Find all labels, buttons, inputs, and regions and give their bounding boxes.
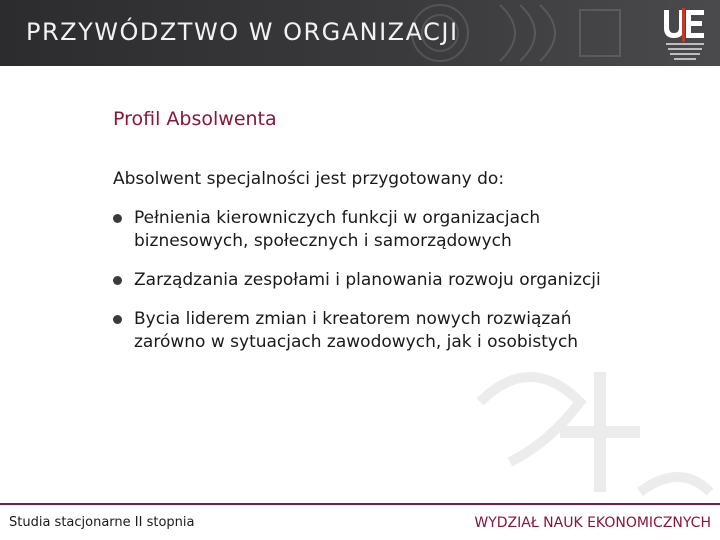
bullet-list	[113, 207, 673, 370]
footer-study-mode: Studia stacjonarne II stopnia	[9, 515, 195, 530]
footer-faculty: WYDZIAŁ NAUK EKONOMICZNYCH	[474, 515, 711, 531]
bullet-icon	[113, 214, 122, 223]
list-item-line: Bycia liderem zmian i kreatorem nowych rozwiązań	[134, 309, 572, 329]
header-banner	[0, 0, 720, 66]
list-item	[113, 207, 673, 253]
list-item-line: zarówno w sytuacjach zawodowych, jak i osobistych	[134, 332, 579, 352]
section-subtitle: Profil Absolwenta	[113, 108, 277, 130]
list-item	[113, 269, 673, 292]
university-logo-icon	[660, 6, 710, 62]
list-item-line: biznesowych, społecznych i samorządowych	[134, 231, 512, 251]
bullet-icon	[113, 276, 122, 285]
list-item	[113, 308, 673, 354]
footer-divider	[0, 503, 720, 505]
intro-text: Absolwent specjalności jest przygotowany do:	[113, 169, 505, 189]
page-title: PRZYWÓDZTWO W ORGANIZACJI	[26, 18, 459, 46]
list-item-line: Zarządzania zespołami i planowania rozwoju organizcji	[134, 270, 601, 290]
list-item-line: Pełnienia kierowniczych funkcji w organizacjach	[134, 208, 541, 228]
bullet-icon	[113, 315, 122, 324]
